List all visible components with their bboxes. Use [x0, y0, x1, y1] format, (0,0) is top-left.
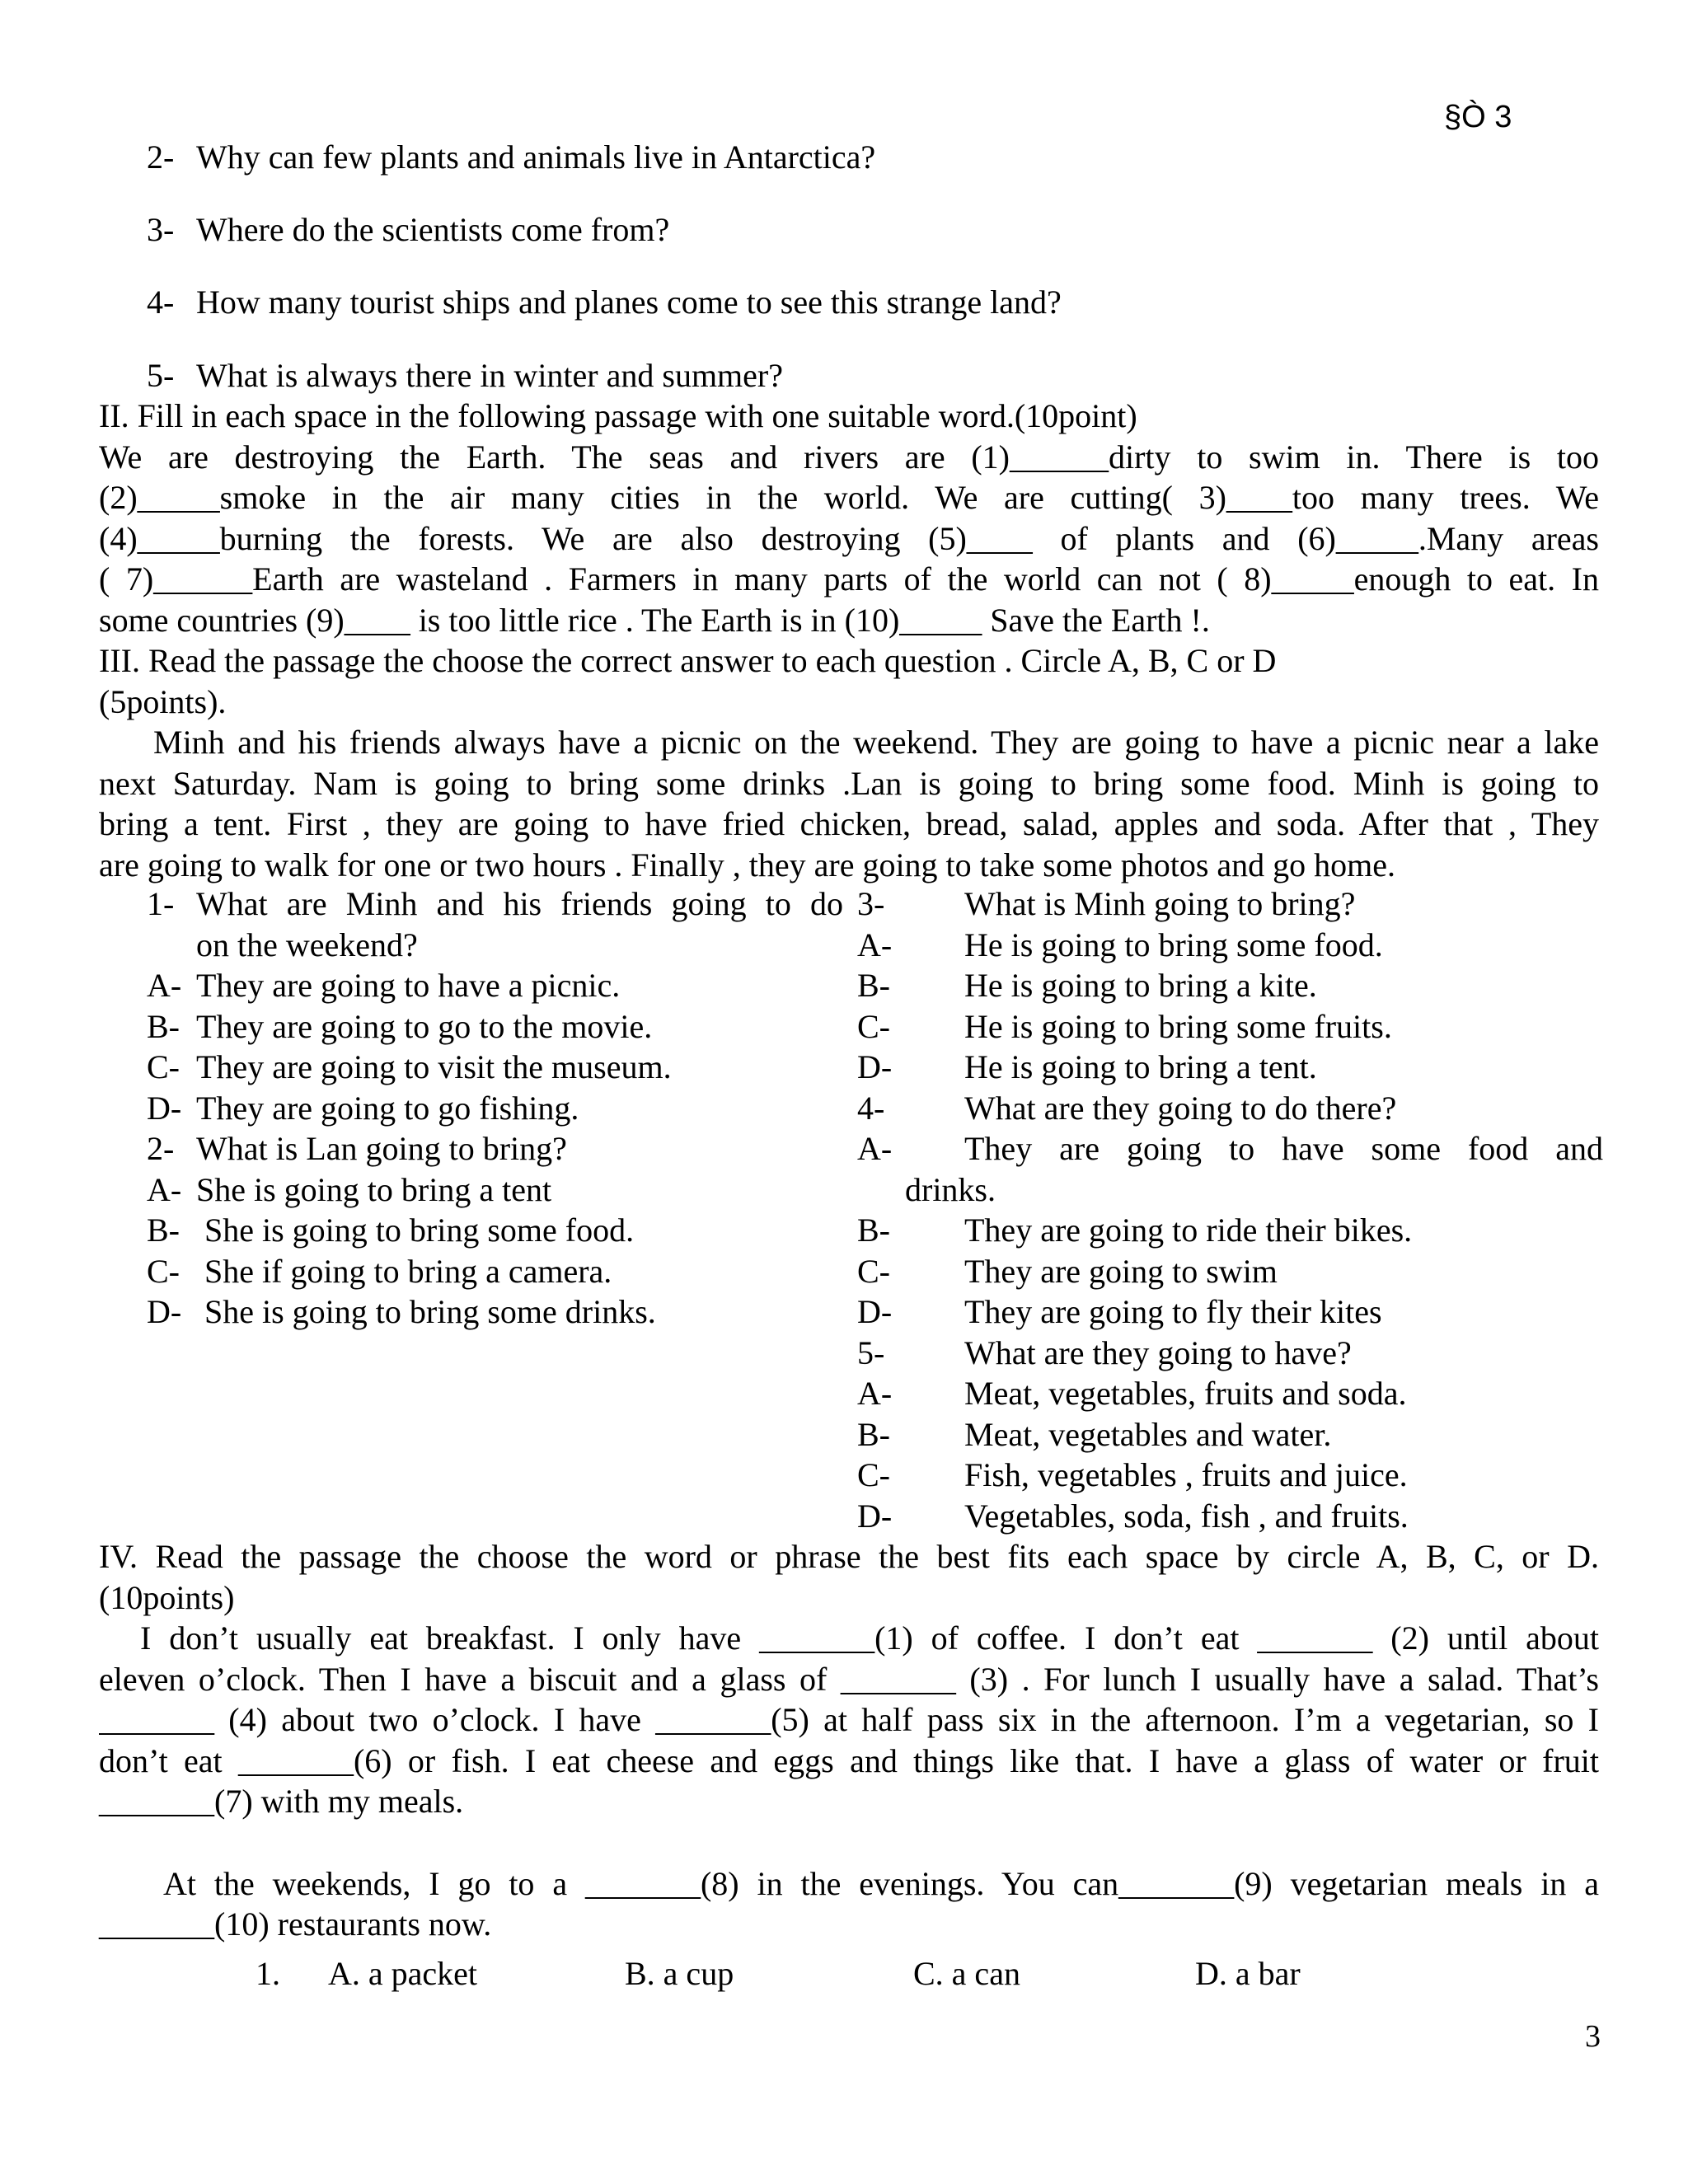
section-4-passage-line: eleven o’clock. Then I have a biscuit and a glass of _______ (3) . For lunch I usually have a salad. That’s	[99, 1660, 1599, 1698]
item-text: They are going to have a picnic.	[196, 967, 621, 1004]
item-key: D-	[147, 1089, 182, 1127]
right-item	[857, 883, 1603, 925]
item-text: Vegetables, soda, fish , and fruits.	[964, 1497, 1409, 1535]
question-text: How many tourist ships and planes come to see this strange land?	[196, 284, 1062, 321]
section-3-title: III. Read the passage the choose the correct answer to each question . Circle A, B, C or D	[99, 642, 1277, 679]
item-key	[147, 925, 196, 966]
right-item	[857, 1088, 1603, 1129]
item-text: He is going to bring a tent.	[964, 1048, 1317, 1085]
question-text: Why can few plants and animals live in Antarctica?	[196, 138, 876, 176]
item-key: B-	[857, 1415, 890, 1453]
item-text: on the weekend?	[196, 926, 418, 963]
item-key: A-	[147, 967, 182, 1004]
section-2-line: some countries (9)____ is too little rice . The Earth is in (10)_____ Save the Earth !.	[99, 601, 1210, 639]
item-key: 5-	[857, 1333, 885, 1371]
question-number: 4-	[147, 284, 175, 321]
item-text: She is going to bring a tent	[196, 1170, 552, 1208]
section-4-passage-line: _______ (4) about two o’clock. I have _______(5) at half pass six in the afternoon. I’m a vegetarian, so I	[99, 1701, 1599, 1738]
item-key: B-	[857, 967, 890, 1004]
item-text: They are going to visit the museum.	[196, 1048, 672, 1085]
section-2-line: (2)_____smoke in the air many cities in the world. We are cutting( 3)____too many trees. We	[99, 479, 1599, 516]
question-text: What is always there in winter and summer?	[196, 357, 783, 394]
item-key: C-	[857, 1456, 890, 1493]
right-item	[857, 1414, 1603, 1455]
item-key: D-	[857, 1497, 893, 1535]
item-key: 3-	[857, 885, 885, 922]
question-4	[147, 282, 1062, 323]
item-text: Meat, vegetables, fruits and soda.	[964, 1375, 1407, 1412]
section-2-line: We are destroying the Earth. The seas and rivers are (1)______dirty to swim in. There is too	[99, 438, 1599, 476]
section-4-passage-line: _______(7) with my meals.	[99, 1783, 464, 1820]
item-text: What are Minh and his friends going to do	[196, 885, 843, 922]
right-item	[857, 1251, 1603, 1292]
item-key: A-	[857, 1375, 893, 1412]
right-item	[857, 1373, 1603, 1414]
left-item	[147, 1169, 843, 1211]
item-key: 2-	[147, 1130, 175, 1167]
item-key: C-	[147, 1252, 180, 1290]
section-3-passage-line: Minh and his friends always have a picnic on the weekend. They are going to have a picnic near a lake	[153, 724, 1599, 761]
question-number: 2-	[147, 138, 175, 176]
item-text: Meat, vegetables and water.	[964, 1415, 1332, 1453]
question-5	[147, 355, 783, 396]
item-key: A-	[857, 926, 893, 963]
choice-b: B. a cup	[625, 1955, 734, 1992]
section-4-title: IV. Read the passage the choose the word or phrase the best fits each space by circle A, B, C, or D.	[99, 1538, 1599, 1575]
item-text: What are they going to have?	[964, 1333, 1352, 1371]
header-code: §Ò 3	[1444, 100, 1512, 134]
item-text: She is going to bring some food.	[196, 1212, 635, 1249]
item-text: She is going to bring some drinks.	[196, 1293, 656, 1330]
right-item	[857, 1291, 1603, 1333]
item-text: drinks.	[905, 1170, 996, 1208]
right-item	[857, 1455, 1603, 1496]
right-item	[857, 1047, 1603, 1088]
left-item	[147, 1291, 843, 1333]
left-item	[147, 1088, 843, 1129]
section-2-title: II. Fill in each space in the following passage with one suitable word.(10point)	[99, 397, 1137, 434]
section-3-title-points: (5points).	[99, 682, 227, 720]
item-key: 1-	[147, 885, 175, 922]
choice-d: D. a bar	[1195, 1955, 1301, 1992]
right-item	[857, 1496, 1603, 1537]
question-3	[147, 209, 669, 251]
item-text: What is Minh going to bring?	[964, 885, 1356, 922]
question-number: 5-	[147, 357, 175, 394]
item-key: C-	[857, 1252, 890, 1290]
left-item	[147, 925, 843, 966]
section-3-passage-line: next Saturday. Nam is going to bring some drinks .Lan is going to bring some food. Minh is going to	[99, 764, 1599, 802]
page-number: 3	[1585, 2019, 1601, 2054]
item-text: He is going to bring some fruits.	[964, 1007, 1392, 1045]
item-key: B-	[147, 1007, 180, 1045]
choice-number: 1.	[256, 1955, 280, 1992]
item-text: She if going to bring a camera.	[196, 1252, 612, 1290]
item-key: D-	[147, 1293, 182, 1330]
left-item	[147, 1047, 843, 1088]
item-key: A-	[857, 1130, 893, 1167]
left-item	[147, 1210, 843, 1251]
right-item	[857, 1128, 1603, 1169]
choice-a: A. a packet	[328, 1955, 478, 1992]
left-item	[147, 1251, 843, 1292]
item-text: What are they going to do there?	[964, 1089, 1397, 1127]
left-item	[147, 1128, 843, 1169]
item-key: B-	[857, 1212, 890, 1249]
item-text: They are going to go fishing.	[196, 1089, 579, 1127]
item-key: D-	[857, 1048, 893, 1085]
choice-c: C. a can	[913, 1955, 1020, 1992]
question-number: 3-	[147, 211, 175, 248]
item-key: B-	[147, 1212, 180, 1249]
item-key: C-	[857, 1007, 890, 1045]
section-2-line: (4)_____burning the forests. We are also destroying (5)____ of plants and (6)_____.Many areas	[99, 519, 1599, 557]
section-4-passage-line: don’t eat _______(6) or fish. I eat cheese and eggs and things like that. I have a glass of water or fruit	[99, 1741, 1599, 1779]
item-text: He is going to bring some food.	[964, 926, 1383, 963]
item-text: What is Lan going to bring?	[196, 1130, 567, 1167]
right-item	[857, 925, 1603, 966]
item-text: He is going to bring a kite.	[964, 967, 1317, 1004]
section-2	[99, 396, 1599, 640]
item-key: D-	[857, 1293, 893, 1330]
right-item	[857, 1210, 1603, 1251]
left-item	[147, 883, 843, 925]
item-text: They are going to fly their kites	[964, 1293, 1382, 1330]
item-text: They are going to swim	[964, 1252, 1278, 1290]
section-4-passage-line: _______(10) restaurants now.	[99, 1905, 492, 1943]
left-item	[147, 1006, 843, 1047]
section-4-passage-line: I don’t usually eat breakfast. I only have _______(1) of coffee. I don’t eat _______ (2) until about	[140, 1619, 1599, 1657]
right-item	[857, 1169, 1603, 1211]
section-3-left-column	[147, 883, 843, 1333]
right-item	[857, 965, 1603, 1006]
item-text: They are going to ride their bikes.	[964, 1212, 1413, 1249]
section-4-title-points: (10points)	[99, 1578, 235, 1616]
item-text: They are going to have some food and	[964, 1130, 1603, 1167]
item-text: They are going to go to the movie.	[196, 1007, 653, 1045]
question-text: Where do the scientists come from?	[196, 211, 670, 248]
right-item	[857, 1006, 1603, 1047]
section-4	[99, 1536, 1599, 1945]
left-item	[147, 965, 843, 1006]
item-key: C-	[147, 1048, 180, 1085]
section-2-line: ( 7)______Earth are wasteland . Farmers in many parts of the world can not ( 8)_____enough to eat. In	[99, 560, 1599, 598]
right-item	[857, 1333, 1603, 1374]
section-3-passage-line: are going to walk for one or two hours . Finally , they are going to take some photos and go home.	[99, 846, 1396, 883]
item-text: Fish, vegetables , fruits and juice.	[964, 1456, 1408, 1493]
question-2	[147, 137, 875, 178]
section-3	[99, 640, 1599, 885]
item-key: 4-	[857, 1089, 885, 1127]
section-3-passage-line: bring a tent. First , they are going to have fried chicken, bread, salad, apples and soda. After that , They	[99, 805, 1599, 842]
section-4-passage-line: At the weekends, I go to a _______(8) in the evenings. You can_______(9) vegetarian meals in a	[163, 1864, 1599, 1902]
section-3-right-column	[857, 883, 1603, 1536]
item-key: A-	[147, 1170, 182, 1208]
